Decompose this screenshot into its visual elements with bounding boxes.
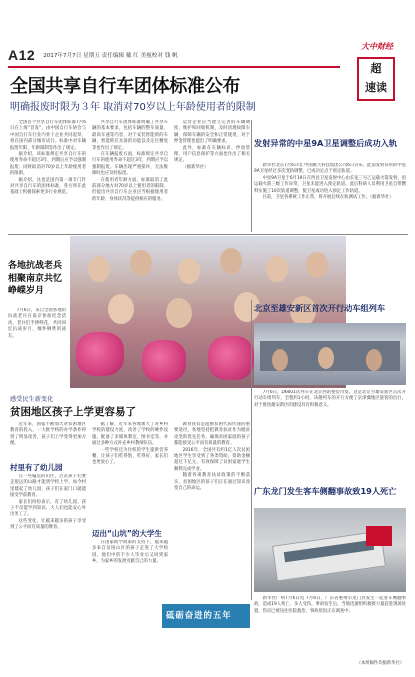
passenger xyxy=(366,349,382,371)
lead-subhead: 明确报废时限为３年 取消对70岁以上年龄使用者的限制 xyxy=(10,102,256,113)
lead-paragraph: （据新华社） xyxy=(182,164,209,170)
section-brand: 大中财经 xyxy=(361,41,393,51)
page-number: A12 xyxy=(8,47,36,63)
side-story-3-body xyxy=(254,596,406,658)
column-tag-line-2: 速读 xyxy=(365,81,387,94)
feature-paragraph: 这些变化，让越来越多的孩子享受到了公平而有质量的教育。 xyxy=(10,518,86,531)
side-paragraph: 中星9A卫星于6月19日在西昌卫星发射中心由长征三号乙运载火箭发射，因运载火箭三级工作异常，卫星未能进入预定轨道。此后科研人员利用卫星自带燃料实施了10次轨道调整，使卫星成功进入预定工作轨道。 xyxy=(254,175,406,194)
side-paragraph: 目前，卫星各系统工作正常，将开展后续在轨测试工作。（据新华社） xyxy=(262,195,394,201)
feature-column-1 xyxy=(10,422,86,458)
feature-paragraph: 一些学校还为住校的学生提供营养餐，让孩子们吃得饱、吃得好，家长们也更放心了。 xyxy=(92,447,168,466)
side-paragraph: 新华社北京7月6日电 中国航天科技集团公司6日宣布，此前发射异常的中星9A卫星经过多次变轨调整，已成功定点于预定轨道。 xyxy=(254,163,406,175)
side-paragraph: 新华社广州7月6日电 7月6日，广东省惠州市龙门县发生一起客车侧翻事故，造成19人死亡、多人受伤。事故发生后，当地迅速组织救援力量赶赴现场处置，伤员已被送往医院救治，事故原因正在调查中。 xyxy=(254,596,406,614)
feature-paragraph: 2016年，全国共有约1亿人次贫困地区学生享受到了各类资助，资助金额超过千亿元，有效保障了贫困家庭学生顺利完成学业。 xyxy=(174,447,250,472)
person-head xyxy=(166,298,192,328)
train-photo xyxy=(254,323,406,385)
lead-paragraph: 运营企业应当建立完善的车辆调度、维护和回收机制，及时清理故障车辆，保障车辆的安全和正常使用，对于押金管理也提出了明确要求。 xyxy=(174,120,250,145)
feature-paragraph: 在一些偏远的山区，过去孩子们要走很远的山路才能到学校上学。如今村里建起了幼儿园，孩子们在家门口就能接受学前教育。 xyxy=(10,474,86,499)
page-meta: 2017年7月7日 星期五 责任编辑 戴 红 美视校对 钱 帆 xyxy=(43,53,178,59)
lead-column-1 xyxy=(10,120,86,232)
column-tag-box xyxy=(357,57,395,101)
feature-paragraph: 近年来，国家不断加大对贫困地区教育的投入，一大批学校的办学条件得到了明显改善，孩子们上学变得更加方便。 xyxy=(10,422,86,447)
banner-text: 砥砺奋进的五年 xyxy=(166,610,232,620)
feature-column-2 xyxy=(92,422,168,526)
lead-paragraph: 此外，标准在车辆标识、停放管理、用户信息保护等方面也作出了相关规定。 xyxy=(174,145,250,164)
side-story-1-title: 发射异常的中星9A卫星调整后成功入轨 xyxy=(254,138,398,148)
feature-paragraph: 据了解，近年来各地加大了对乡村学校的建设力度，改善了学校的硬件设施，配备了多媒体教室、图书室等，并通过多种方式补充乡村教师队伍。 xyxy=(92,422,168,447)
feature-headline: 贫困地区孩子上学更容易了 xyxy=(10,406,136,418)
photo-caption-text xyxy=(8,308,66,384)
flower-bouquet xyxy=(142,340,186,382)
person-head xyxy=(306,252,328,278)
feature-section-heading: 迈出“山坑”的大学生 xyxy=(92,529,162,538)
feature-section-heading: 村里有了幼儿园 xyxy=(10,463,63,472)
flower-bouquet xyxy=(208,336,254,380)
fire-truck xyxy=(366,526,392,546)
anniversary-banner xyxy=(162,604,250,628)
accident-photo xyxy=(254,508,406,592)
lead-paragraph: 据介绍，这也是国内第一项专门针对共享自行车的团体标准，各方将在此基础上积极探索更多行业规范。 xyxy=(10,177,86,196)
side-story-1-body xyxy=(254,163,406,233)
story-credit: （本组稿件均据新华社） xyxy=(356,661,404,666)
side-story-2-body xyxy=(254,390,406,480)
feature-paragraph: 教育扶贫是阻断贫困代际传递的重要途径。各地坚持把教育扶贫作为脱贫攻坚的优先任务，确保贫困家庭的孩子都能接受公平而有质量的教育。 xyxy=(174,422,250,447)
column-divider xyxy=(251,300,252,600)
lead-paragraph: 在车辆报废方面，标准规定共享自行车的使用寿命不超过3年，到期应予以强制报废。车辆出现严重损坏、无法维修时也应及时报废。 xyxy=(92,152,168,177)
person-head xyxy=(88,256,110,282)
header-rule xyxy=(8,66,340,68)
person-head xyxy=(178,258,200,284)
side-paragraph: 7月6日，D6601次列车在北京西站整装待发。这是北京至雄安新区首次开行动车组列车，全程约1小时。该趟列车的开行方便了京津冀地区旅客的出行，对于推进雄安新区的建设具有积极意义。 xyxy=(254,390,406,408)
photo-caption-title: 各地抗战老兵相聚南京共忆峥嵘岁月 xyxy=(8,261,63,296)
lead-paragraph: 据介绍，该标准规定共享自行车的使用寿命不超过3年，到期后应予以强制报废；同时取消对70岁以上年龄使用者的限制。 xyxy=(10,152,86,177)
column-tag-line-1: 超 xyxy=(370,62,382,75)
column-divider xyxy=(251,120,252,232)
feature-column-2b xyxy=(92,540,168,600)
person-head xyxy=(130,250,152,276)
page-header xyxy=(8,44,343,66)
lead-paragraph: 在使用者年龄方面，标准取消了此前部分地方对70岁以上使用者的限制，但提出共享自行车企业应当根据使用者的年龄、身体状况等提供相应的服务。 xyxy=(92,177,168,202)
caption-paragraph: 7月6日，来自全国各地的抗战老兵在南京参加纪念活动，老兵们手捧鲜花，共同回忆抗战岁月，缅怀牺牲的战友。 xyxy=(8,308,66,339)
lead-paragraph: 全国首个共享自行车团体标准7月6日在上海“首发”，由中国自行车协会与中国自行车行业内骨干企业共同起草，将在国内部分城市试行。标准中对车辆报废年限、年龄限制等作出了规定。 xyxy=(10,120,86,151)
person-head xyxy=(108,294,134,324)
lead-paragraph: 共享自行车团体标准明确了共享车辆的基本要求，包括车辆的整车质量、最高车速等内容，对于安装智能锁的车辆，智能锁应具备的功能以及定位精度等也作出了规定。 xyxy=(92,120,168,151)
feature-paragraph: 随着各项教育扶贫政策的不断落实，贫困地区的孩子们正在通过知识改变自己的命运。 xyxy=(174,473,250,492)
feature-paragraph: 在国家助学政策的支持下，越来越多来自贫困山区的孩子走进了大学校园，他们中的不少人毕业后又回到家乡，为家乡的发展贡献自己的力量。 xyxy=(92,540,168,565)
person-head xyxy=(266,256,288,282)
passenger xyxy=(318,347,334,369)
side-story-3-title: 广东龙门发生客车侧翻事故致19人死亡 xyxy=(254,486,397,496)
flower-bouquet xyxy=(76,332,124,376)
lead-column-3 xyxy=(174,120,250,232)
feature-paragraph: 家长们纷纷表示，有了幼儿园，孩子不仅能学到知识，大人们也能安心外出务工了。 xyxy=(10,499,86,518)
passenger xyxy=(272,349,288,371)
section-rule xyxy=(8,234,408,235)
feature-column-3 xyxy=(174,422,250,600)
feature-column-1b xyxy=(10,474,86,624)
lead-column-2 xyxy=(92,120,168,232)
lead-headline: 全国共享自行车团体标准公布 xyxy=(10,76,241,97)
side-story-2-title: 北京至雄安新区首次开行动车组列车 xyxy=(254,303,386,313)
person-head xyxy=(220,248,242,274)
feature-kicker: 感受民生新变化 xyxy=(10,396,54,403)
